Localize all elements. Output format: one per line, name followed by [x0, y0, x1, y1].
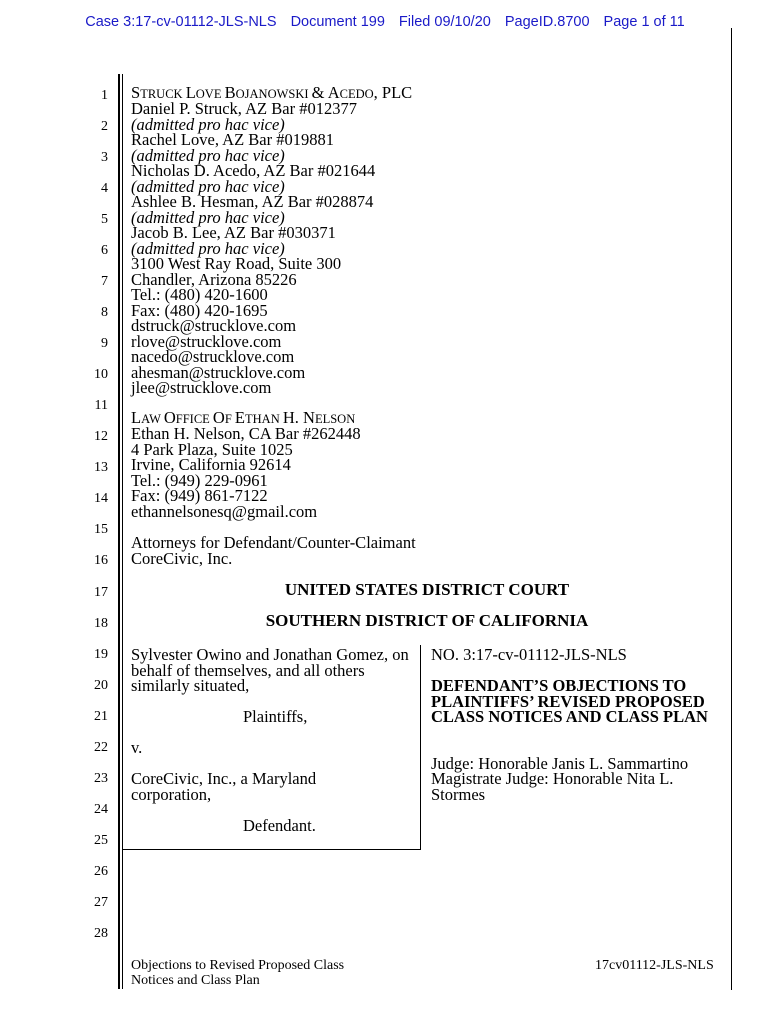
- header-document-number: Document 199: [290, 14, 385, 30]
- line-number: 5: [101, 212, 108, 227]
- firm1-line: Chandler, Arizona 85226: [131, 269, 297, 289]
- header-case-number: Case 3:17-cv-01112-JLS-NLS: [85, 14, 277, 30]
- admission-note: (admitted pro hac vice): [131, 145, 285, 165]
- firm-name-capital: O: [163, 408, 176, 427]
- footer-title-line1: Objections to Revised Proposed Class: [131, 958, 345, 973]
- firm1-line: Tel.: (480) 420-1600: [131, 285, 268, 304]
- footer-title: [131, 958, 344, 988]
- line-number: 1: [101, 88, 108, 103]
- line-number: 23: [94, 771, 108, 786]
- caption-plaintiffs: Sylvester Owino and Jonathan Gomez, on behalf of themselves, and all others similarly situated,: [131, 645, 409, 695]
- caption-defendant: CoreCivic, Inc., a Maryland corporation,: [131, 769, 317, 804]
- line-number: 19: [94, 647, 108, 662]
- firm-name-capital: L: [185, 83, 196, 102]
- left-margin-rule-inner: [122, 74, 123, 989]
- firm-name-smallcaps: THAN: [245, 412, 283, 426]
- line-number: 21: [94, 709, 108, 724]
- firm1-line: ahesman@strucklove.com: [131, 362, 306, 382]
- firm1-line: Fax: (480) 420-1695: [131, 300, 268, 320]
- line-number: 17: [94, 585, 108, 600]
- caption-plaintiffs-label: Plaintiffs,: [243, 707, 308, 726]
- firm2-line: Fax: (949) 861-7122: [131, 486, 268, 505]
- attorneys-for-line2: CoreCivic, Inc.: [131, 549, 233, 568]
- line-number: 27: [94, 895, 108, 910]
- line-number: 12: [94, 429, 108, 444]
- firm-name-capital: H. N: [282, 408, 315, 427]
- firm2-line: 4 Park Plaza, Suite 1025: [131, 439, 293, 459]
- document-title: DEFENDANT’S OBJECTIONS TO PLAINTIFFS’ REVISED PROPOSED CLASS NOTICES AND CLASS PLAN: [431, 676, 708, 726]
- firm-name-smallcaps: OVE: [195, 87, 225, 101]
- line-number: 26: [94, 864, 108, 879]
- line-number: 8: [101, 305, 108, 320]
- firm2-line: Irvine, California 92614: [131, 455, 291, 474]
- line-number: 3: [101, 150, 108, 165]
- firm1-line: nacedo@strucklove.com: [131, 347, 295, 366]
- firm-name-capital: S: [131, 83, 141, 102]
- firm2-line: Tel.: (949) 229-0961: [131, 470, 268, 490]
- firm-name-smallcaps: FFICE: [175, 412, 213, 426]
- admission-note: (admitted pro hac vice): [131, 207, 285, 227]
- line-number: 24: [94, 802, 108, 817]
- line-number: 14: [94, 491, 108, 506]
- magistrate-judge-line: Magistrate Judge: Honorable Nita L. Stormes: [431, 769, 674, 804]
- firm1-line: 3100 West Ray Road, Suite 300: [131, 254, 342, 273]
- ecf-header: [0, 14, 770, 30]
- line-number: 13: [94, 460, 108, 475]
- firm2-line: Ethan H. Nelson, CA Bar #262448: [131, 424, 361, 443]
- firm-name-capital: O: [212, 408, 225, 427]
- attorneys-for-line1: Attorneys for Defendant/Counter-Claimant: [131, 533, 416, 552]
- header-page-id: PageID.8700: [504, 14, 590, 30]
- admission-note: (admitted pro hac vice): [131, 238, 285, 258]
- caption-defendant-label: Defendant.: [243, 816, 316, 835]
- line-number: 16: [94, 553, 108, 568]
- line-number: 4: [101, 181, 108, 196]
- firm1-line: Daniel P. Struck, AZ Bar #012377: [131, 99, 357, 118]
- line-number: 25: [94, 833, 108, 848]
- line-number: 22: [94, 740, 108, 755]
- line-number: 10: [94, 367, 108, 382]
- court-name: UNITED STATES DISTRICT COURT: [284, 580, 570, 599]
- admission-note: (admitted pro hac vice): [131, 176, 285, 196]
- firm-name-smallcaps: CEDO: [339, 87, 374, 101]
- header-filed-date: Filed 09/10/20: [398, 14, 491, 30]
- line-number: 28: [94, 926, 108, 941]
- firm2-line: ethannelsonesq@gmail.com: [131, 501, 318, 521]
- line-number: 11: [94, 398, 108, 413]
- caption-case-number: NO. 3:17-cv-01112-JLS-NLS: [431, 645, 627, 664]
- left-margin-rule: [118, 74, 120, 989]
- firm1-line: Rachel Love, AZ Bar #019881: [131, 130, 334, 149]
- line-number: 7: [101, 274, 108, 289]
- firm-name-capital: , PLC: [373, 83, 413, 102]
- admission-note: (admitted pro hac vice): [131, 114, 285, 134]
- line-number: 9: [101, 336, 108, 351]
- firm-name-smallcaps: ELSON: [314, 412, 356, 426]
- line-number: 6: [101, 243, 108, 258]
- firm1-line: Ashlee B. Hesman, AZ Bar #028874: [131, 192, 374, 211]
- firm-name-capital: E: [234, 408, 246, 427]
- firm1-line: dstruck@strucklove.com: [131, 316, 297, 335]
- firm-name-capital: & A: [311, 83, 340, 102]
- firm1-line: Nicholas D. Acedo, AZ Bar #021644: [131, 161, 376, 180]
- header-page-count: Page 1 of 11: [603, 14, 685, 30]
- line-number: 15: [94, 522, 108, 537]
- firm-name-smallcaps: OJANOWSKI: [235, 87, 312, 101]
- firm1-line: jlee@strucklove.com: [131, 378, 272, 397]
- court-district: SOUTHERN DISTRICT OF CALIFORNIA: [265, 611, 589, 630]
- caption-divider-horizontal: [123, 849, 421, 850]
- judge-line: Judge: Honorable Janis L. Sammartino: [431, 754, 689, 773]
- caption-versus: v.: [131, 738, 143, 757]
- firm-name-capital: B: [224, 83, 236, 102]
- right-margin-rule: [731, 28, 732, 990]
- line-number: 2: [101, 119, 108, 134]
- firm-name-smallcaps: TRUCK: [140, 87, 186, 101]
- firm-name-smallcaps: AW: [141, 412, 164, 426]
- footer-title-line2: Notices and Class Plan: [131, 973, 260, 988]
- firm1-line: rlove@strucklove.com: [131, 331, 282, 351]
- line-number: 18: [94, 616, 108, 631]
- line-number: 20: [94, 678, 108, 693]
- firm-name-capital: L: [131, 408, 142, 427]
- caption-divider-vertical: [420, 645, 421, 850]
- firm-name-smallcaps: F: [224, 412, 235, 426]
- firm1-line: Jacob B. Lee, AZ Bar #030371: [131, 223, 336, 242]
- footer-case-number: 17cv01112-JLS-NLS: [595, 958, 714, 973]
